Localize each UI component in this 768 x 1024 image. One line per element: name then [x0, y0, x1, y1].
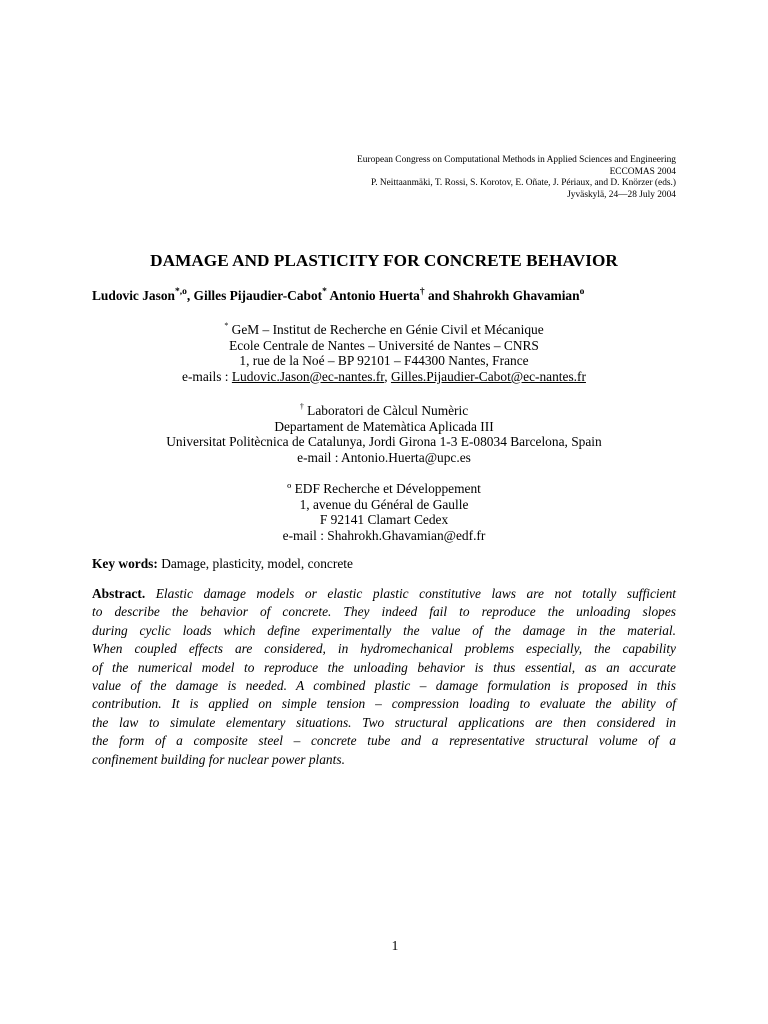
affiliation-line: † Laboratori de Càlcul Numèric	[299, 402, 469, 418]
conference-name: European Congress on Computational Methods in Applied Sciences and Engineering	[357, 155, 676, 165]
author-affiliation-mark: *,o	[174, 287, 187, 297]
affiliation-mark: †	[299, 402, 304, 411]
affiliation-upc	[92, 403, 676, 465]
abstract-line: the law to simulate elementary situations. Two structural applications are then considered in	[92, 714, 676, 730]
affiliation-email: e-mail : Shahrokh.Ghavamian@edf.fr	[282, 527, 486, 543]
author-affiliation-mark: o	[579, 287, 585, 297]
abstract-line: to describe the behavior of concrete. They indeed fail to reproduce the unloading slopes	[92, 604, 676, 620]
abstract-line: during cyclic loads which define experimentally the value of the damage in the material.	[92, 622, 676, 638]
author-name: Antonio Huerta	[326, 288, 420, 303]
affiliation-line: Ecole Centrale de Nantes – Université de Nantes – CNRS	[229, 337, 539, 353]
affiliation-emails: e-mails : Ludovic.Jason@ec-nantes.fr, Gilles.Pijaudier-Cabot@ec-nantes.fr	[182, 368, 586, 384]
abstract-line: of the numerical model to reproduce the unloading behavior is thus essential, as an accurate	[92, 659, 676, 675]
affiliation-line: º EDF Recherche et Développement	[287, 481, 481, 496]
affiliation-email: e-mail : Antonio.Huerta@upc.es	[297, 449, 471, 465]
affiliation-mark: *	[224, 321, 229, 330]
abstract-line: value of the damage is needed. A combined plastic – damage formulation is proposed in this	[92, 678, 676, 694]
abstract-line: Abstract. Elastic damage models or elastic plastic constitutive laws are not totally sufficient	[92, 586, 676, 601]
keywords-text: Damage, plasticity, model, concrete	[157, 556, 353, 571]
page-number: 1	[391, 938, 399, 953]
paper-title: DAMAGE AND PLASTICITY FOR CONCRETE BEHAVIOR	[150, 251, 618, 270]
author-affiliation-mark: †	[419, 287, 425, 297]
email-link-pijaudier-cabot[interactable]: Gilles.Pijaudier-Cabot@ec-nantes.fr	[390, 368, 586, 384]
conference-editors: P. Neittaanmäki, T. Rossi, S. Korotov, E. Oñate, J. Périaux, and D. Knörzer (eds.)	[371, 178, 676, 189]
affiliation-line: * GeM – Institut de Recherche en Génie Civil et Mécanique	[224, 321, 544, 337]
affiliation-address: 1, avenue du Général de Gaulle	[299, 496, 469, 512]
conference-date-location: Jyväskylä, 24—28 July 2004	[567, 189, 676, 200]
abstract-line: When coupled effects are considered, in hydromechanical problems especially, the capability	[92, 641, 676, 657]
author-name: Ludovic Jason	[92, 288, 175, 303]
affiliation-gem	[92, 322, 676, 384]
abstract-line: the form of a composite steel – concrete tube and a representative structural volume of a	[92, 733, 676, 749]
affiliation-edf	[92, 481, 676, 543]
author-name: , Gilles Pijaudier-Cabot	[186, 288, 323, 303]
author-affiliation-mark: *	[322, 287, 327, 297]
author-list	[92, 288, 692, 304]
abstract-label: Abstract.	[92, 586, 146, 601]
keywords	[92, 556, 676, 572]
author-name: and Shahrokh Ghavamian	[424, 288, 580, 303]
conference-acronym: ECCOMAS 2004	[609, 166, 676, 177]
abstract	[92, 585, 676, 769]
abstract-line: contribution. It is applied on simple tension – compression loading to evaluate the ability of	[92, 696, 676, 712]
conference-header	[196, 155, 676, 201]
affiliation-address: F 92141 Clamart Cedex	[319, 512, 449, 528]
keywords-label: Key words:	[92, 556, 158, 571]
affiliation-address: 1, rue de la Noé – BP 92101 – F44300 Nantes, France	[239, 353, 529, 369]
abstract-line: confinement building for nuclear power plants.	[92, 751, 345, 767]
email-link-jason[interactable]: Ludovic.Jason@ec-nantes.fr	[231, 368, 385, 384]
affiliation-address: Universitat Politècnica de Catalunya, Jordi Girona 1-3 E-08034 Barcelona, Spain	[166, 434, 602, 450]
affiliation-line: Departament de Matemàtica Aplicada III	[274, 418, 494, 434]
